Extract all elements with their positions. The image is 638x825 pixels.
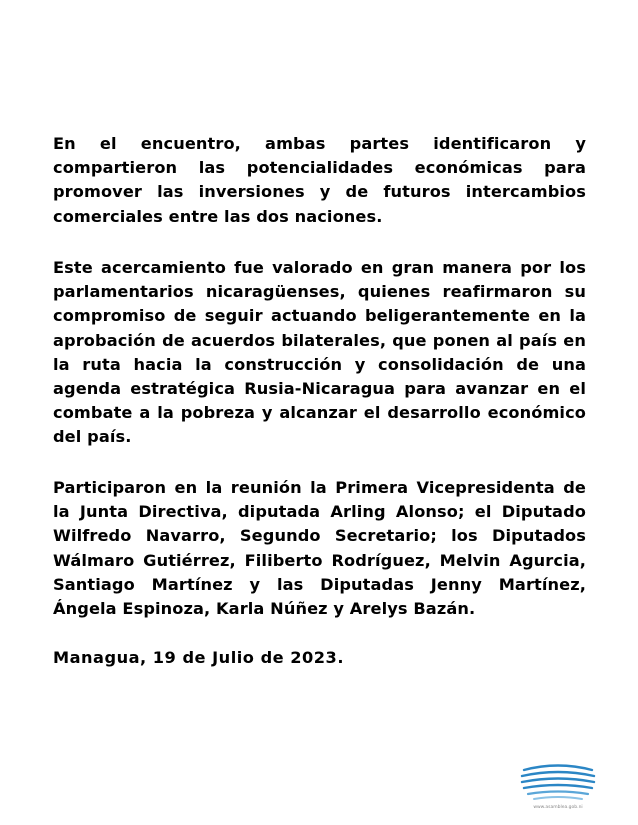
paragraph-meeting-summary: En el encuentro, ambas partes identificaron y compartieron las potencialidades económicas para promover las inversiones y de futuros intercambios comerciales entre las dos naciones.	[53, 134, 586, 226]
assembly-logo-icon	[516, 758, 600, 804]
assembly-logo	[516, 758, 600, 816]
paragraph-place-date: Managua, 19 de Julio de 2023.	[53, 648, 344, 667]
paragraph-approach-valued: Este acercamiento fue valorado en gran manera por los parlamentarios nicaragüenses, quienes reafirmaron su compromiso de seguir actuando beligerantemente en la aprobación de acuerdos bilaterales, que ponen al país en la ruta hacia la construcción y consolidación de una agenda estratégica Rusia-Nicaragua para avanzar en el combate a la pobreza y alcanzar el desarrollo económico del país.	[53, 258, 586, 447]
logo-caption: www.asamblea.gob.ni	[533, 805, 583, 810]
paragraph-participants: Participaron en la reunión la Primera Vicepresidenta de la Junta Directiva, diputada Arling Alonso; el Diputado Wilfredo Navarro, Segundo Secretario; los Diputados Wálmaro Gutiérrez, Filiberto Rodríguez, Melvin Agurcia, Santiago Martínez y las Diputadas Jenny Martínez, Ángela Espinoza, Karla Núñez y Arelys Bazán.	[53, 478, 586, 619]
